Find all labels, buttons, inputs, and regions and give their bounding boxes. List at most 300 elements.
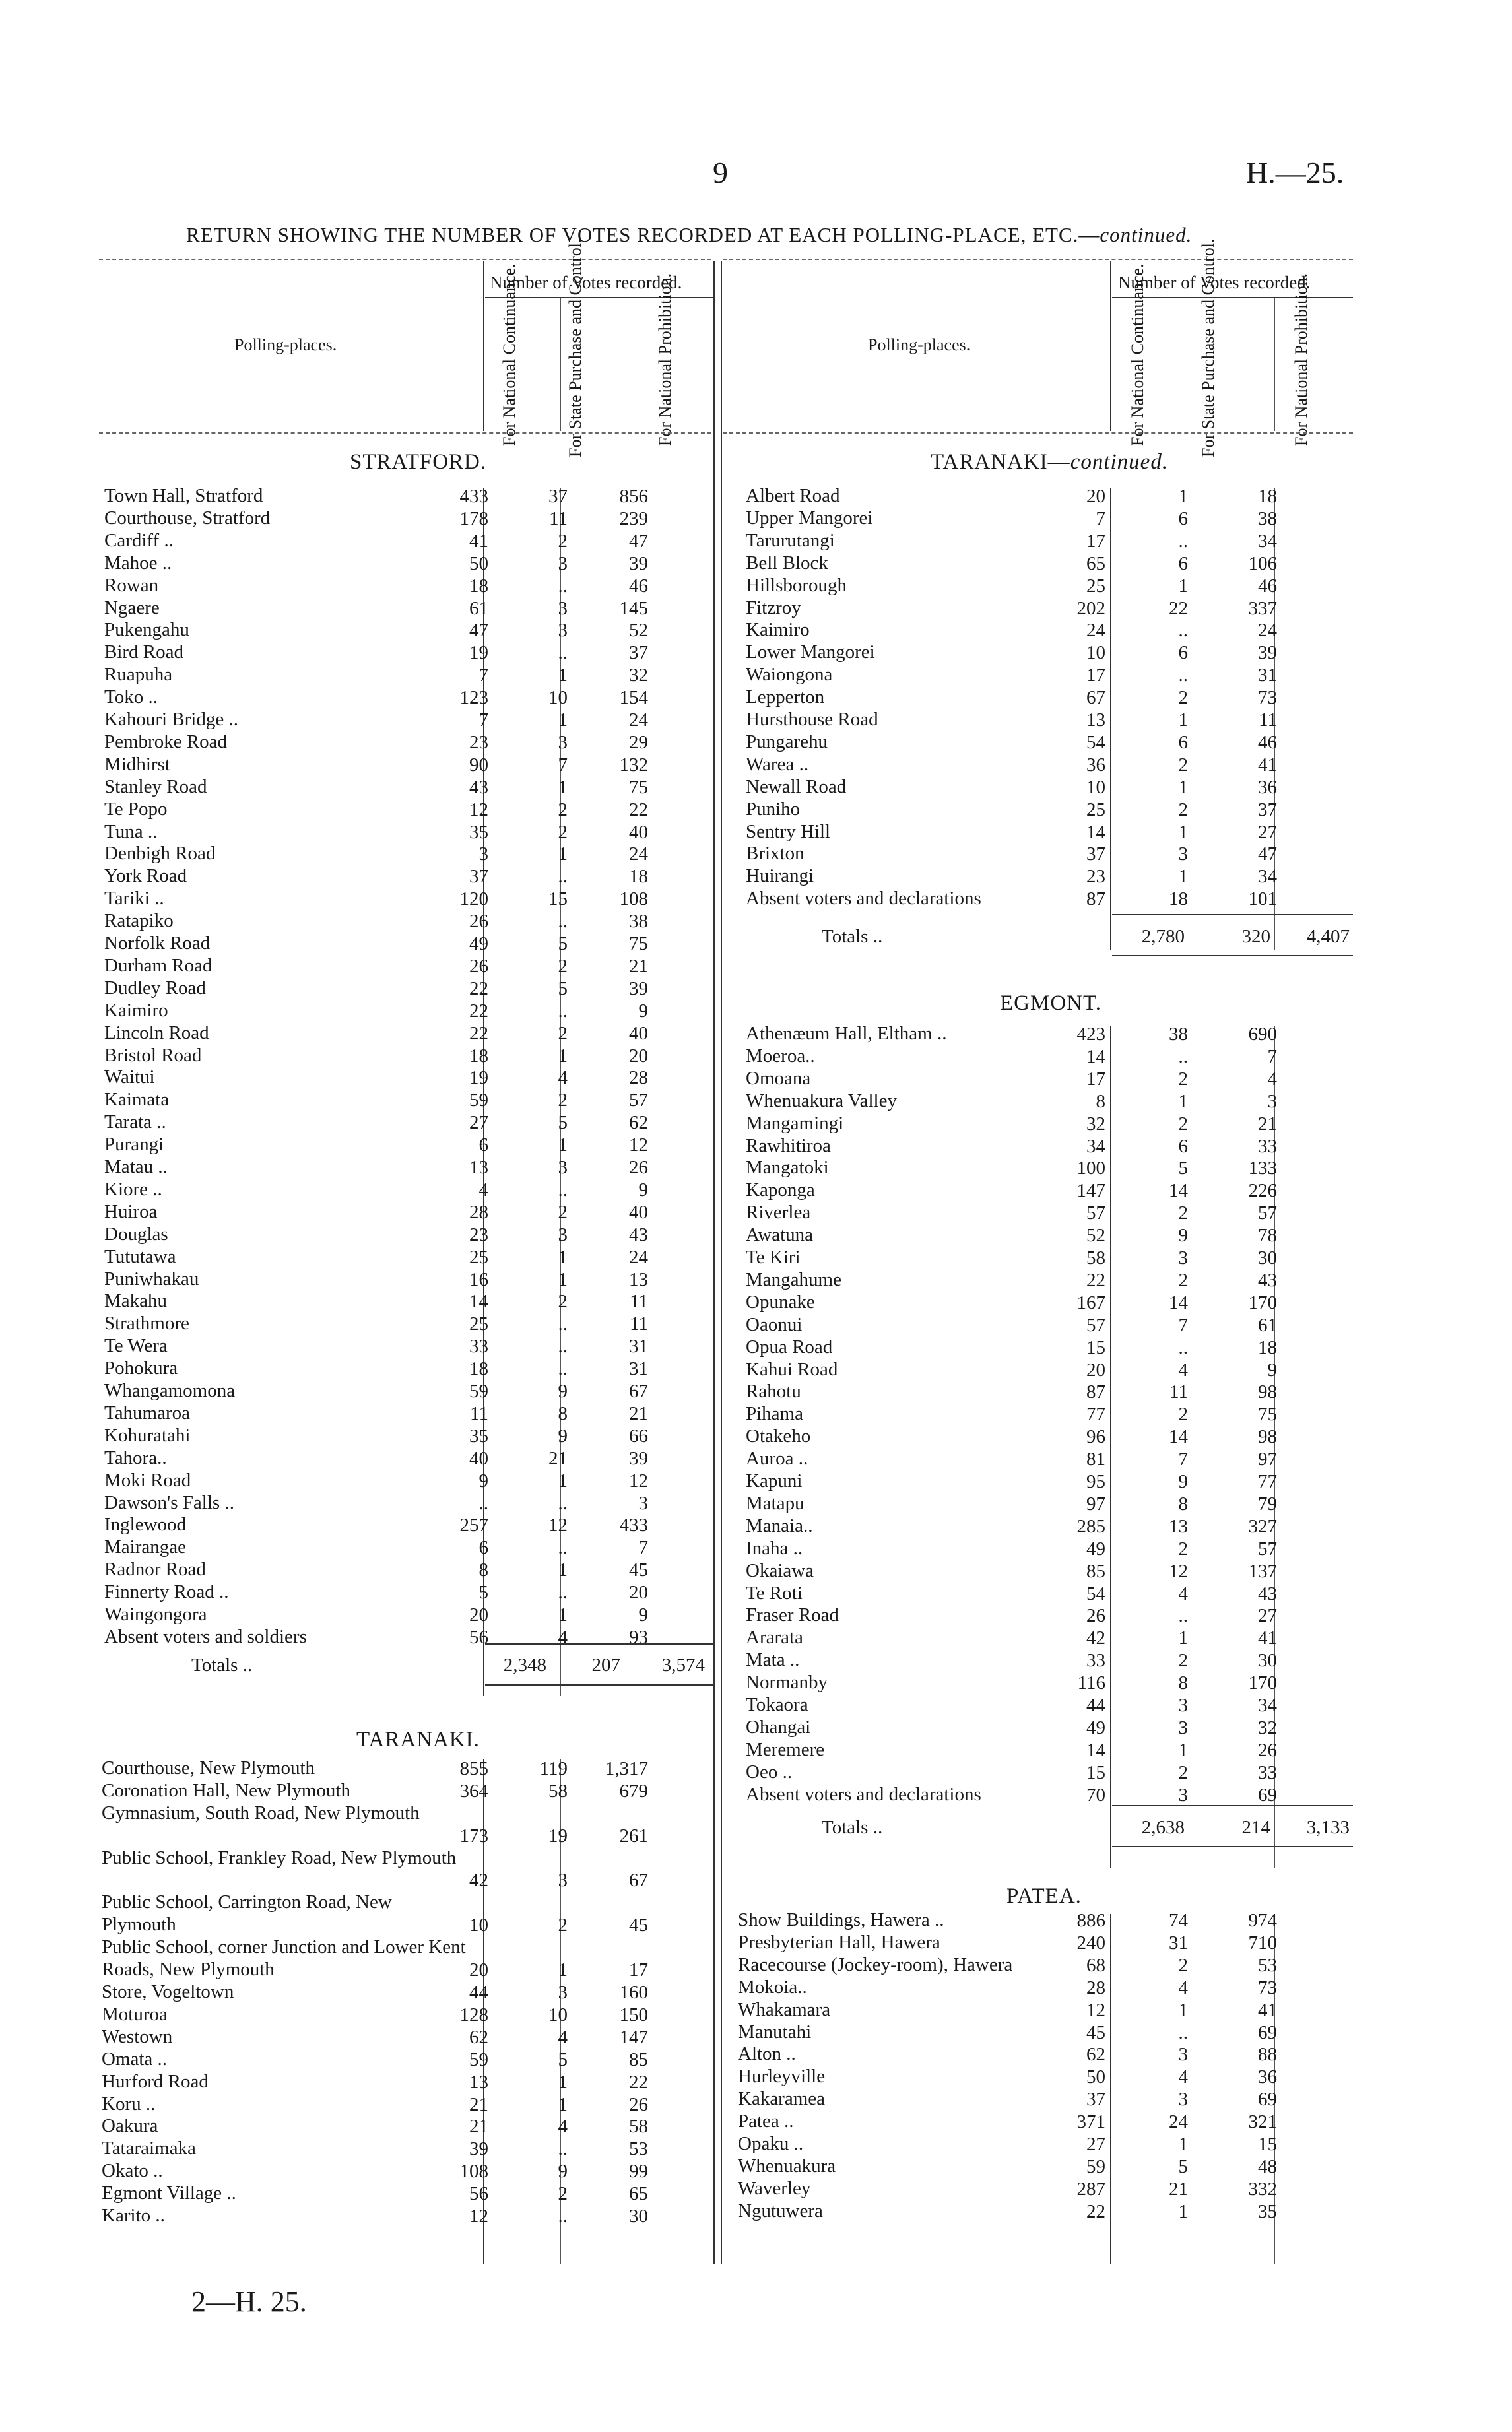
stratford-totals-row <box>191 1654 713 1676</box>
table-row <box>738 1909 1277 1932</box>
polling-place-name: Stanley Road <box>104 775 207 797</box>
table-row <box>746 485 1277 508</box>
votes-continuance: 23 <box>1086 866 1105 888</box>
table-row <box>746 1448 1277 1470</box>
votes-prohibition: 28 <box>629 1067 648 1089</box>
table-row <box>104 1604 648 1626</box>
polling-place-name: Whenuakura Valley <box>746 1090 897 1111</box>
votes-prohibition: 29 <box>629 731 648 753</box>
polling-place-name: Tahumaroa <box>104 1402 191 1424</box>
votes-prohibition: 35 <box>1258 2200 1277 2222</box>
table-row <box>104 1089 648 1111</box>
votes-state-purchase: 2 <box>558 1090 568 1111</box>
polling-place-name: Kaimiro <box>104 999 168 1021</box>
table-row <box>104 575 648 597</box>
votes-continuance: 364 <box>459 1780 488 1802</box>
table-row <box>104 1581 648 1604</box>
table-row <box>746 1470 1277 1493</box>
polling-place-name: Kohuratahi <box>104 1424 191 1446</box>
votes-state-purchase: 14 <box>1169 1426 1188 1448</box>
votes-prohibition: 3 <box>638 1492 648 1514</box>
header-top-rule-left <box>99 259 711 260</box>
polling-place-name: Oaonui <box>746 1313 803 1335</box>
votes-prohibition: 9 <box>638 1604 648 1626</box>
polling-place-name: Courthouse, New Plymouth <box>102 1758 315 1779</box>
votes-prohibition: 31 <box>629 1358 648 1380</box>
section-heading-taranaki-continued <box>931 450 1168 475</box>
votes-prohibition: 21 <box>1258 1113 1277 1134</box>
table-row <box>102 2071 648 2093</box>
table-row <box>104 1492 648 1515</box>
polling-place-name: Patea .. <box>738 2111 794 2132</box>
votes-prohibition: 21 <box>629 1402 648 1424</box>
votes-continuance: 36 <box>1086 754 1105 775</box>
table-row <box>104 1201 648 1224</box>
header-vrule-right-1 <box>1110 261 1111 431</box>
table-row <box>104 888 648 910</box>
votes-state-purchase: 119 <box>539 1758 568 1779</box>
polling-place-name: Waitui <box>104 1067 155 1088</box>
votes-continuance: 45 <box>1086 2021 1105 2043</box>
votes-prohibition: 9 <box>1267 1359 1277 1381</box>
votes-continuance: 120 <box>459 888 488 910</box>
polling-place-name: Racecourse (Jockey-room), Hawera <box>738 1954 1013 1975</box>
polling-place-name: Hillsborough <box>746 574 847 596</box>
votes-continuance: 128 <box>459 2004 488 2025</box>
votes-state-purchase: 2 <box>1178 1269 1188 1291</box>
polling-place-name: Normanby <box>746 1672 828 1693</box>
title-continued: continued. <box>1100 223 1193 246</box>
table-row <box>746 641 1277 664</box>
votes-state-purchase: 3 <box>1178 843 1188 865</box>
votes-state-purchase: 5 <box>558 2049 568 2070</box>
table-row <box>738 1954 1277 1977</box>
votes-prohibition: 710 <box>1248 1932 1277 1954</box>
table-row <box>746 1583 1277 1605</box>
votes-continuance: 12 <box>1086 1999 1105 2021</box>
votes-continuance: 26 <box>469 911 488 933</box>
table-row <box>104 1134 648 1156</box>
votes-prohibition: 39 <box>629 1447 648 1469</box>
votes-prohibition: 88 <box>1258 2044 1277 2066</box>
polling-place-name: Inaha .. <box>746 1537 803 1559</box>
votes-prohibition: 41 <box>1258 1999 1277 2021</box>
totals-continuance: 2,780 <box>1141 926 1185 947</box>
totals-state: 207 <box>591 1655 620 1676</box>
votes-prohibition: 7 <box>638 1537 648 1559</box>
polling-place-name: Show Buildings, Hawera .. <box>738 1909 944 1930</box>
votes-continuance: 81 <box>1086 1449 1105 1470</box>
votes-state-purchase: 1 <box>1178 575 1188 597</box>
polling-place-name: Okato .. <box>102 2160 163 2182</box>
votes-continuance: 257 <box>459 1515 488 1536</box>
votes-state-purchase: .. <box>558 866 568 888</box>
polling-place-name: Albert Road <box>746 485 840 506</box>
votes-state-purchase: .. <box>1178 1605 1188 1627</box>
votes-continuance: 37 <box>1086 843 1105 865</box>
votes-prohibition: 226 <box>1248 1180 1277 1202</box>
table-row <box>102 2183 648 2205</box>
votes-continuance: 7 <box>1096 508 1105 529</box>
votes-continuance: 33 <box>1086 1650 1105 1672</box>
votes-state-purchase: 2 <box>1178 1404 1188 1426</box>
polling-place-name: Moki Road <box>104 1469 191 1491</box>
table-row <box>102 2115 648 2138</box>
votes-prohibition: 38 <box>1258 508 1277 529</box>
votes-continuance: 202 <box>1076 597 1105 619</box>
polling-place-name: Manutahi <box>738 2021 812 2043</box>
votes-prohibition: 22 <box>629 799 648 820</box>
votes-prohibition: 32 <box>1258 1717 1277 1738</box>
table-row <box>746 1113 1277 1135</box>
votes-prohibition: 24 <box>629 1246 648 1268</box>
polling-place-name: Public School, Carrington Road, New Plymouth <box>102 1891 392 1936</box>
table-row <box>738 2043 1277 2066</box>
table-row <box>104 508 648 530</box>
table-row <box>104 1514 648 1536</box>
votes-state-purchase: 3 <box>558 731 568 753</box>
votes-state-purchase: 1 <box>558 2071 568 2093</box>
votes-prohibition: 43 <box>1258 1583 1277 1604</box>
votes-prohibition: 24 <box>629 843 648 865</box>
egmont-totals-rule-top <box>1112 1805 1353 1806</box>
votes-state-purchase: 6 <box>1178 642 1188 664</box>
polling-place-name: Whenuakura <box>738 2155 836 2177</box>
table-row <box>746 1292 1277 1314</box>
table-row <box>104 776 648 799</box>
votes-state-purchase: 13 <box>1169 1515 1188 1537</box>
votes-prohibition: 93 <box>629 1626 648 1648</box>
votes-prohibition: 75 <box>629 776 648 798</box>
votes-continuance: 85 <box>1086 1560 1105 1582</box>
polling-place-name: Mairangae <box>104 1536 186 1558</box>
egmont-totals-row <box>822 1816 1353 1839</box>
votes-prohibition: 75 <box>629 933 648 954</box>
votes-state-purchase: .. <box>1178 2021 1188 2043</box>
table-row <box>104 1179 648 1201</box>
votes-continuance: 6 <box>478 1134 488 1156</box>
polling-place-name: Kaimiro <box>746 619 810 641</box>
votes-state-purchase: 2 <box>1178 1954 1188 1976</box>
votes-prohibition: 9 <box>638 1000 648 1022</box>
votes-continuance: 5 <box>478 1582 488 1604</box>
votes-state-purchase: .. <box>558 575 568 597</box>
table-row <box>746 1739 1277 1761</box>
votes-continuance: 6 <box>478 1537 488 1559</box>
votes-continuance: 41 <box>469 530 488 552</box>
polling-place-name: Warea .. <box>746 753 809 775</box>
table-row <box>746 1314 1277 1336</box>
votes-continuance: 16 <box>469 1268 488 1290</box>
polling-place-name: Radnor Road <box>104 1559 206 1581</box>
table-row <box>746 1336 1277 1359</box>
votes-continuance: 96 <box>1086 1426 1105 1448</box>
table-row <box>746 1224 1277 1247</box>
votes-state-purchase: 1 <box>558 1246 568 1268</box>
votes-prohibition: 147 <box>619 2026 648 2048</box>
polling-place-name: Purangi <box>104 1134 164 1156</box>
votes-state-purchase: .. <box>1178 530 1188 552</box>
totals-label: Totals .. <box>191 1655 253 1676</box>
votes-prohibition: 974 <box>1248 1910 1277 1931</box>
votes-state-purchase: 1 <box>1178 866 1188 888</box>
table-row <box>104 1290 648 1313</box>
votes-prohibition: 137 <box>1248 1560 1277 1582</box>
votes-state-purchase: 31 <box>1169 1932 1188 1954</box>
table-row <box>738 2088 1277 2111</box>
table-row <box>738 2066 1277 2088</box>
table-row <box>746 1426 1277 1448</box>
polling-place-name: Mangamingi <box>746 1112 844 1134</box>
votes-continuance: 14 <box>1086 821 1105 843</box>
polling-place-name: Pungarehu <box>746 731 828 752</box>
polling-place-name: Matau .. <box>104 1156 168 1177</box>
table-row <box>104 530 648 552</box>
votes-continuance: 21 <box>469 2116 488 2138</box>
votes-continuance: 26 <box>1086 1605 1105 1627</box>
section-heading-patea: PATEA. <box>1006 1884 1082 1908</box>
votes-state-purchase: 2 <box>558 530 568 552</box>
polling-place-name: Bristol Road <box>104 1044 202 1066</box>
votes-state-purchase: 22 <box>1169 597 1188 619</box>
votes-state-purchase: .. <box>558 1313 568 1335</box>
votes-prohibition: 58 <box>629 2116 648 2138</box>
polling-place-name: Coronation Hall, New Plymouth <box>102 1779 350 1801</box>
polling-place-name: Omata .. <box>102 2048 168 2070</box>
votes-continuance: 23 <box>469 731 488 753</box>
table-row <box>738 2133 1277 2155</box>
polling-place-name: Ngaere <box>104 597 160 618</box>
table-row <box>104 821 648 843</box>
polling-place-name: Kakaramea <box>738 2088 826 2110</box>
polling-place-name: Makahu <box>104 1290 168 1312</box>
votes-state-purchase: .. <box>1178 620 1188 641</box>
section-heading-taranaki: TARANAKI. <box>356 1728 480 1752</box>
table-row <box>102 1758 648 1780</box>
votes-continuance: 43 <box>469 776 488 798</box>
table-row <box>746 1359 1277 1381</box>
votes-prohibition: 20 <box>629 1045 648 1067</box>
table-row <box>104 1022 648 1045</box>
votes-state-purchase: 1 <box>558 1604 568 1626</box>
table-row <box>102 1981 648 2004</box>
polling-place-name: Huirangi <box>746 865 814 887</box>
votes-prohibition: 69 <box>1258 2021 1277 2043</box>
polling-place-name: Athenæum Hall, Eltham .. <box>746 1023 947 1044</box>
table-row <box>746 508 1277 530</box>
votes-continuance: 13 <box>469 1157 488 1178</box>
col-prohibition-header-left: For National Prohibition. <box>655 273 674 446</box>
votes-continuance: 23 <box>469 1224 488 1245</box>
votes-continuance: 56 <box>469 1626 488 1648</box>
votes-state-purchase: 4 <box>1178 2066 1188 2088</box>
votes-state-purchase: 14 <box>1169 1180 1188 1202</box>
votes-prohibition: 79 <box>1258 1493 1277 1515</box>
votes-continuance: 18 <box>469 1045 488 1067</box>
votes-prohibition: 46 <box>629 575 648 597</box>
votes-state-purchase: 24 <box>1169 2111 1188 2133</box>
votes-continuance: 167 <box>1076 1292 1105 1313</box>
polling-place-name: Dudley Road <box>104 977 206 999</box>
votes-prohibition: 31 <box>629 1336 648 1358</box>
polling-place-name: Koru .. <box>102 2093 156 2115</box>
votes-continuance: 97 <box>1086 1493 1105 1515</box>
votes-state-purchase: 5 <box>558 1112 568 1134</box>
votes-continuance: 287 <box>1076 2178 1105 2200</box>
table-row <box>102 2093 648 2116</box>
polling-place-name: Absent voters and declarations <box>746 1783 981 1805</box>
polling-place-name: Karito .. <box>102 2205 165 2226</box>
votes-prohibition: 47 <box>629 530 648 552</box>
totals-continuance: 2,638 <box>1141 1817 1185 1838</box>
table-row <box>746 1761 1277 1784</box>
totals-label: Totals .. <box>822 926 883 947</box>
votes-prohibition: 46 <box>1258 575 1277 597</box>
votes-state-purchase: 3 <box>558 597 568 619</box>
votes-prohibition: 150 <box>619 2004 648 2025</box>
votes-continuance: 90 <box>469 754 488 775</box>
polling-place-name: Durham Road <box>104 954 213 976</box>
votes-prohibition: 170 <box>1248 1672 1277 1694</box>
votes-state-purchase: .. <box>558 2138 568 2160</box>
votes-prohibition: 39 <box>629 552 648 574</box>
votes-continuance: 12 <box>469 2206 488 2227</box>
votes-state-purchase: .. <box>1178 665 1188 686</box>
votes-continuance: 27 <box>1086 2134 1105 2155</box>
votes-continuance: 56 <box>469 2183 488 2205</box>
table-row <box>104 1335 648 1358</box>
votes-continuance: 65 <box>1086 552 1105 574</box>
polling-place-name: Tahora.. <box>104 1447 167 1468</box>
table-row <box>746 1627 1277 1649</box>
votes-state-purchase: 11 <box>549 508 568 529</box>
table-row <box>746 1493 1277 1515</box>
table-row <box>102 2004 648 2026</box>
votes-prohibition: 37 <box>1258 799 1277 820</box>
votes-prohibition: 106 <box>1248 552 1277 574</box>
polling-place-name: Dawson's Falls .. <box>104 1492 234 1513</box>
table-row <box>104 799 648 821</box>
votes-continuance: 15 <box>1086 1761 1105 1783</box>
votes-state-purchase: 4 <box>558 2116 568 2138</box>
table-row <box>746 1560 1277 1583</box>
polling-place-name: Waiongona <box>746 664 833 686</box>
votes-state-purchase: 1 <box>1178 2134 1188 2155</box>
votes-state-purchase: .. <box>558 1537 568 1559</box>
votes-prohibition: 57 <box>1258 1538 1277 1560</box>
header-vrule-right-3 <box>1274 297 1275 431</box>
votes-state-purchase: 3 <box>1178 2089 1188 2111</box>
votes-state-purchase: 2 <box>558 799 568 820</box>
votes-prohibition: 27 <box>1258 1605 1277 1627</box>
votes-continuance: 21 <box>469 2093 488 2115</box>
votes-state-purchase: 9 <box>558 1381 568 1402</box>
votes-prohibition: 98 <box>1258 1381 1277 1403</box>
votes-state-purchase: 3 <box>558 552 568 574</box>
votes-prohibition: 12 <box>629 1134 648 1156</box>
votes-continuance: 24 <box>1086 620 1105 641</box>
votes-continuance: 58 <box>1086 1247 1105 1268</box>
votes-state-purchase: 58 <box>548 1780 568 1802</box>
polling-place-name: Otakeho <box>746 1426 811 1447</box>
votes-continuance: 25 <box>469 1313 488 1335</box>
votes-continuance: 44 <box>1086 1695 1105 1716</box>
votes-state-purchase: 1 <box>558 1134 568 1156</box>
votes-continuance: 59 <box>469 1381 488 1402</box>
votes-prohibition: 34 <box>1258 530 1277 552</box>
polling-place-name: Kaimata <box>104 1089 170 1111</box>
votes-prohibition: 26 <box>1258 1739 1277 1761</box>
table-row <box>104 1626 648 1649</box>
polling-place-name: Strathmore <box>104 1313 189 1334</box>
votes-state-purchase: 6 <box>1178 508 1188 529</box>
votes-state-purchase: 1 <box>558 665 568 686</box>
votes-state-purchase: 4 <box>558 1626 568 1648</box>
votes-state-purchase: 5 <box>1178 1158 1188 1179</box>
table-row <box>746 1403 1277 1426</box>
table-row <box>104 1111 648 1134</box>
votes-continuance: 10 <box>469 1915 488 1936</box>
polling-place-name: Lincoln Road <box>104 1022 209 1043</box>
votes-state-purchase: 1 <box>558 2093 568 2115</box>
votes-prohibition: 75 <box>1258 1404 1277 1426</box>
votes-continuance: 3 <box>478 843 488 865</box>
polling-place-name: Tataraimaka <box>102 2138 196 2159</box>
totals-prohibition: 3,574 <box>661 1655 705 1676</box>
votes-state-purchase: 2 <box>1178 1761 1188 1783</box>
table-row <box>104 552 648 575</box>
polling-place-name: Whangamomona <box>104 1380 236 1401</box>
polling-place-name: Ratapiko <box>104 910 174 932</box>
polling-place-name: Courthouse, Stratford <box>104 507 271 529</box>
votes-prohibition: 30 <box>1258 1650 1277 1672</box>
votes-state-purchase: 1 <box>558 843 568 865</box>
table-row <box>746 1694 1277 1717</box>
table-row <box>746 619 1277 641</box>
polling-place-name: Bird Road <box>104 641 184 663</box>
votes-prohibition: 679 <box>619 1780 648 1802</box>
votes-continuance: 4 <box>478 1179 488 1200</box>
votes-prohibition: 43 <box>1258 1269 1277 1291</box>
votes-state-purchase: 1 <box>1178 1090 1188 1112</box>
votes-prohibition: 13 <box>629 1268 648 1290</box>
votes-continuance: 62 <box>469 2026 488 2048</box>
table-row <box>104 1447 648 1470</box>
polling-place-name: Midhirst <box>104 753 170 775</box>
table-row <box>104 1559 648 1581</box>
votes-state-purchase: .. <box>558 1492 568 1514</box>
votes-continuance: 42 <box>1086 1627 1105 1649</box>
votes-state-purchase: 2 <box>558 1291 568 1313</box>
votes-continuance: 87 <box>1086 888 1105 910</box>
polling-place-name: Finnerty Road .. <box>104 1581 229 1603</box>
votes-prohibition: 26 <box>629 2093 648 2115</box>
polling-place-name: Pihama <box>746 1403 803 1425</box>
table-row <box>104 597 648 620</box>
polling-place-name: Tokaora <box>746 1694 808 1715</box>
polling-place-name: Upper Mangorei <box>746 507 873 529</box>
votes-state-purchase: 1 <box>558 1045 568 1067</box>
votes-state-purchase: 2 <box>558 821 568 843</box>
votes-continuance: 34 <box>1086 1135 1105 1157</box>
votes-state-purchase: 7 <box>1178 1449 1188 1470</box>
votes-state-purchase: 2 <box>1178 754 1188 775</box>
votes-prohibition: 46 <box>1258 731 1277 753</box>
polling-place-name: Pembroke Road <box>104 731 228 752</box>
votes-prohibition: 38 <box>629 911 648 933</box>
votes-state-purchase: .. <box>558 1000 568 1022</box>
votes-continuance: 26 <box>469 955 488 977</box>
